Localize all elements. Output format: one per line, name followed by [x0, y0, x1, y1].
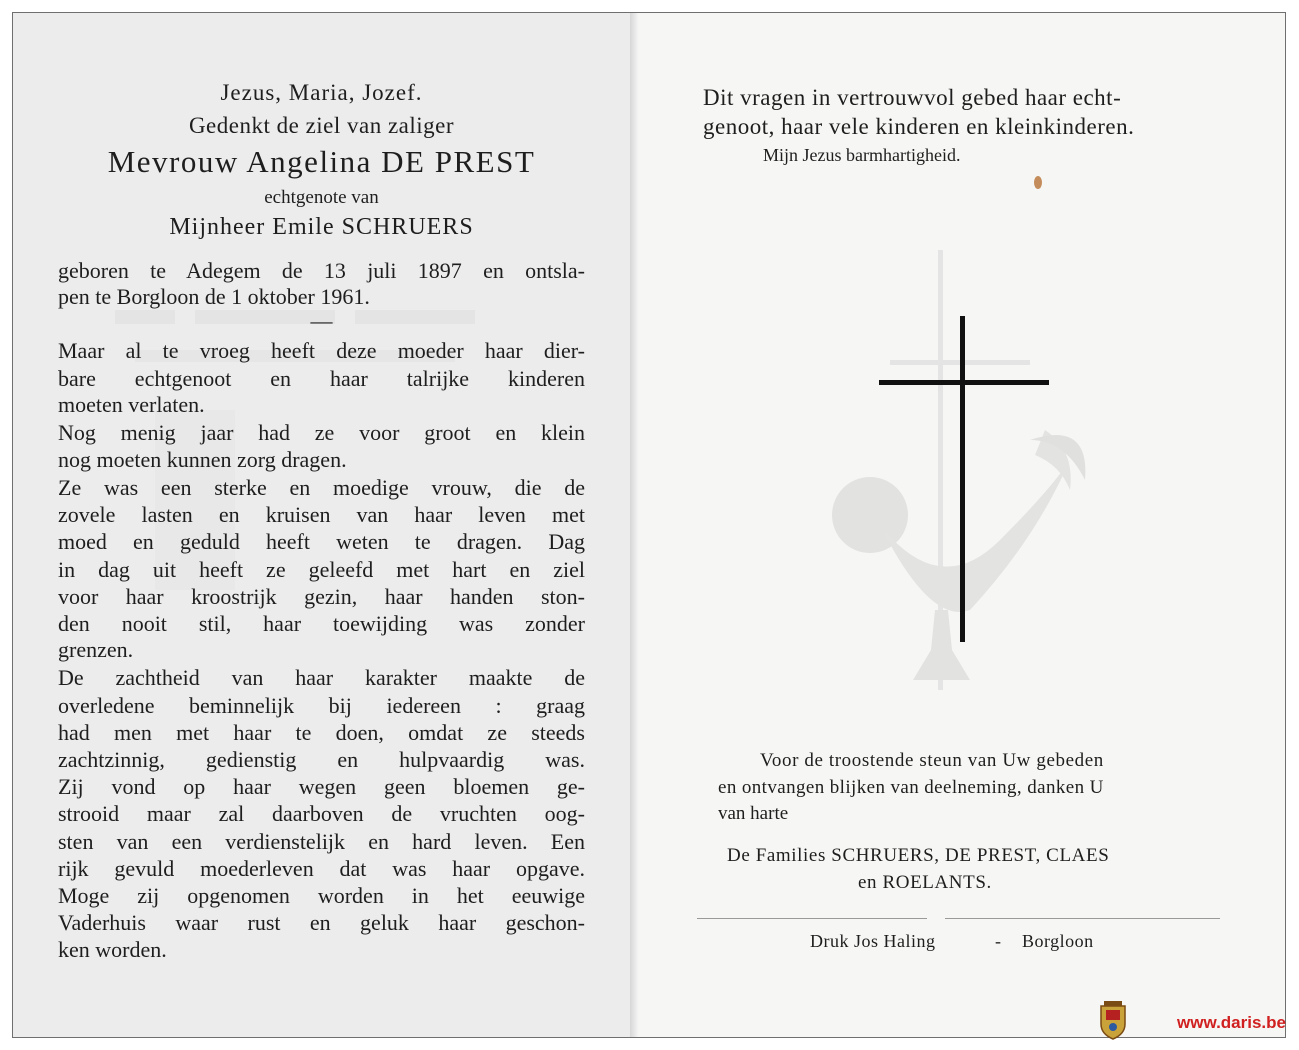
body-line: voor haar kroostrijk gezin, haar handen ston-: [58, 584, 585, 609]
body-line: grenzen.: [58, 637, 134, 662]
prayer-line-2: genoot, haar vele kinderen en kleinkinderen.: [703, 114, 1135, 139]
divider-right: [945, 918, 1220, 919]
body-line: Ze was een sterke en moedige vrouw, die de: [58, 475, 585, 500]
ejaculation-prayer: Mijn Jezus barmhartigheid.: [763, 145, 961, 165]
body-line: Nog menig jaar had ze voor groot en klein: [58, 420, 585, 445]
prayer-line-1: Dit vragen in vertrouwvol gebed haar echt-: [703, 85, 1122, 110]
invocation-heading: Jezus, Maria, Jozef.: [220, 80, 423, 105]
printer-place: Borgloon: [1022, 931, 1094, 951]
stain-spot: [1034, 176, 1042, 189]
body-line: Vaderhuis waar rust en geluk haar geschon-: [58, 910, 585, 935]
body-line: den nooit stil, haar toewijding was zonder: [58, 611, 585, 636]
families-line-2: en ROELANTS.: [858, 872, 992, 893]
site-watermark: www.daris.be: [1177, 1013, 1286, 1032]
spouse-name: Mijnheer Emile SCHRUERS: [169, 214, 474, 240]
deceased-name: Mevrouw Angelina DE PREST: [107, 144, 536, 179]
printer-dash: -: [995, 931, 1001, 951]
body-line: rijk gevuld moederleven dat was haar opgave.: [58, 856, 585, 881]
body-line: zovele lasten en kruisen van haar leven met: [58, 502, 585, 527]
body-line: Maar al te vroeg heeft deze moeder haar dier-: [58, 338, 585, 363]
body-line: Moge zij opgenomen worden in het eeuwige: [58, 883, 585, 908]
thanks-line-2: en ontvangen blijken van deelneming, danken U: [718, 777, 1104, 798]
card-fold: [630, 13, 638, 1037]
body-line: zachtzinnig, gedienstig en hulpvaardig was.: [58, 747, 585, 772]
families-line-1: De Families SCHRUERS, DE PREST, CLAES: [727, 845, 1110, 866]
crest-logo-icon: [1098, 1000, 1128, 1040]
body-line: moed en geduld heeft weten te dragen. Dag: [58, 529, 585, 554]
remember-line: Gedenkt de ziel van zaliger: [188, 113, 455, 138]
body-line: nog moeten kunnen zorg dragen.: [58, 447, 347, 472]
cross-icon: [875, 314, 1055, 644]
body-line: overledene beminnelijk bij iedereen : graag: [58, 693, 585, 718]
birth-line-2: pen te Borgloon de 1 oktober 1961.: [58, 284, 370, 309]
body-line: bare echtgenoot en haar talrijke kinderen: [58, 366, 585, 391]
body-line: ken worden.: [58, 937, 167, 962]
body-line: had men met haar te doen, omdat ze steeds: [58, 720, 585, 745]
body-line: sten van een verdienstelijk en hard leven. Een: [58, 829, 585, 854]
birth-line-1: geboren te Adegem de 13 juli 1897 en ontsla-: [58, 258, 585, 283]
body-line: moeten verlaten.: [58, 392, 205, 417]
body-line: De zachtheid van haar karakter maakte de: [58, 665, 585, 690]
separator-dash: —: [310, 308, 333, 333]
printer-name: Druk Jos Haling: [810, 931, 936, 951]
body-line: in dag uit heeft ze geleefd met hart en ziel: [58, 557, 585, 582]
body-line: strooid maar zal daarboven de vruchten oog-: [58, 801, 585, 826]
spouse-label: echtgenote van: [264, 187, 379, 208]
thanks-line-1: Voor de troostende steun van Uw gebeden: [760, 750, 1104, 771]
thanks-line-3: van harte: [718, 803, 789, 824]
divider-left: [697, 918, 927, 919]
body-line: Zij vond op haar wegen geen bloemen ge-: [58, 774, 585, 799]
